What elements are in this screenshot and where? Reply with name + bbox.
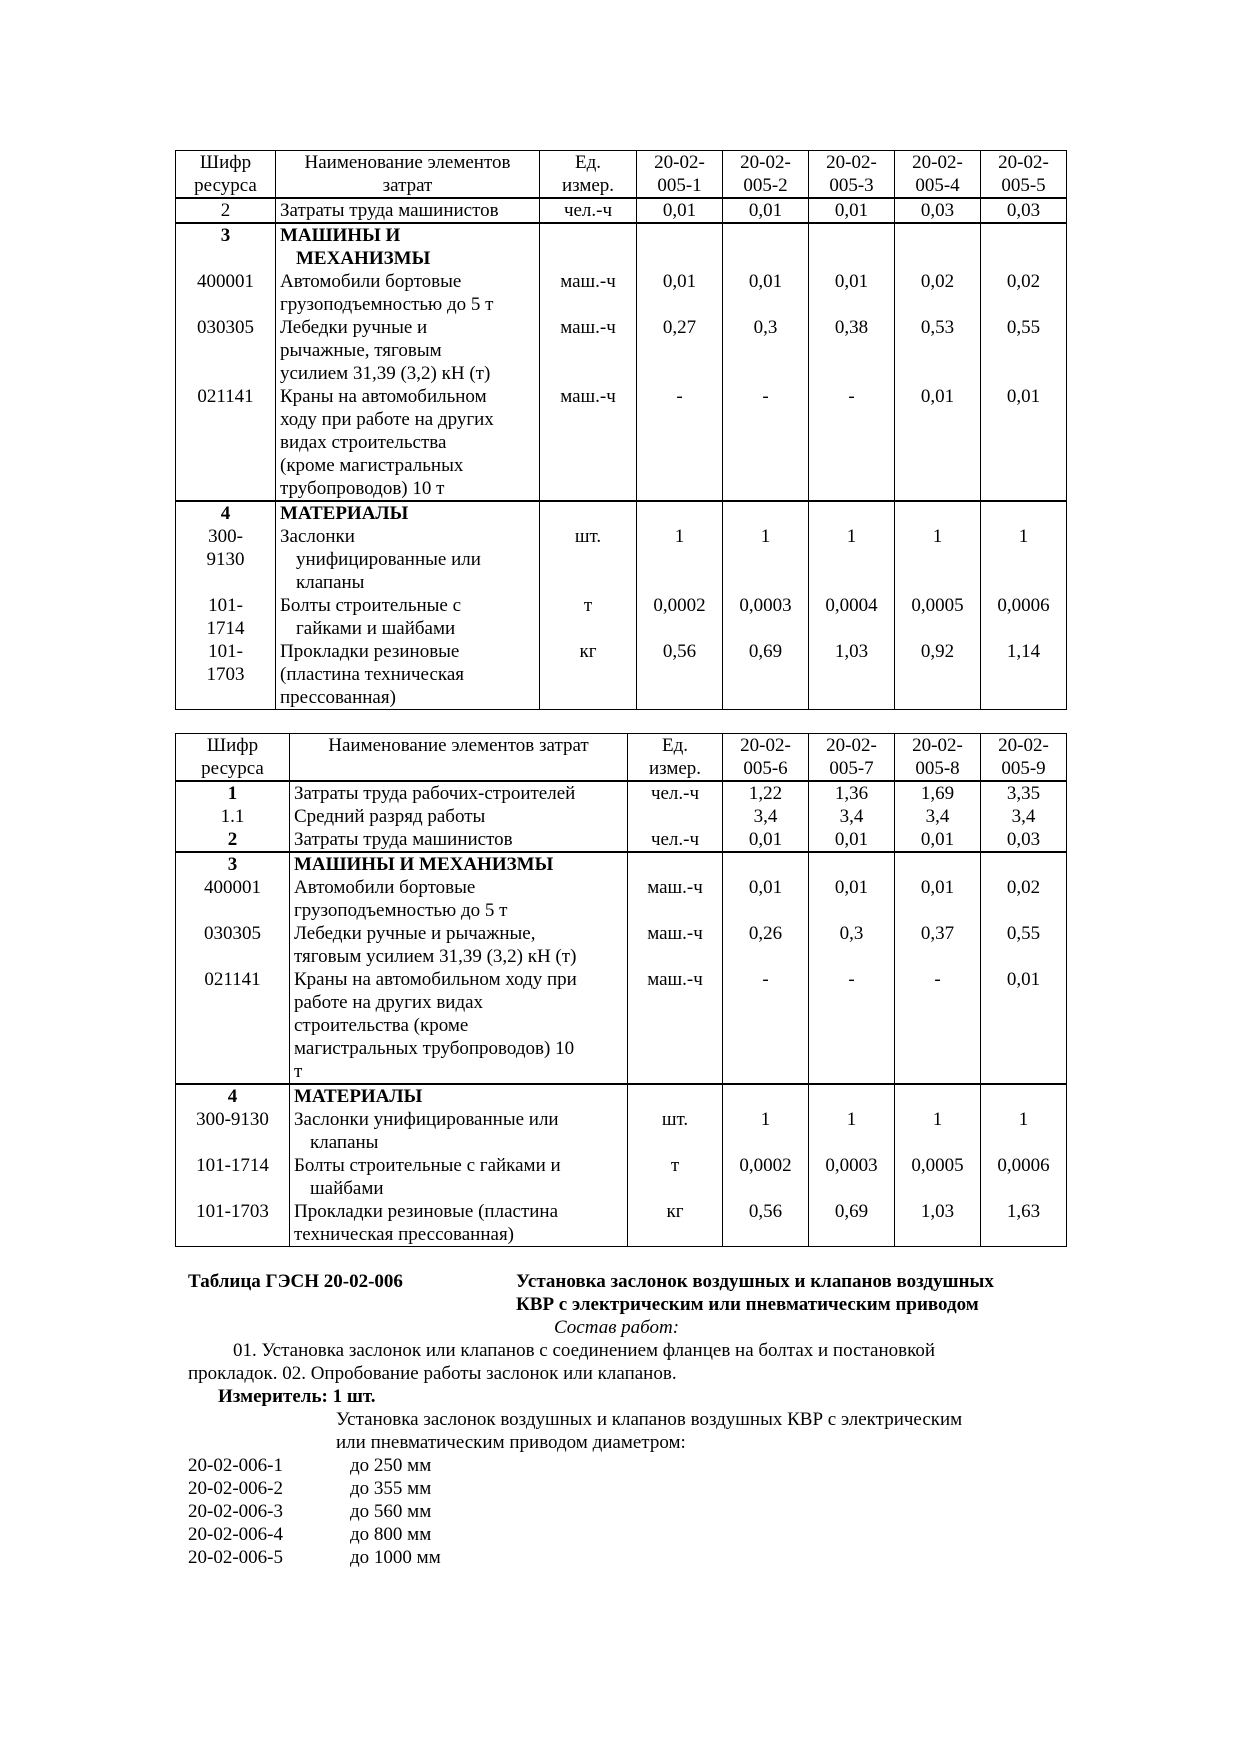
row-code: 030305 <box>197 317 254 338</box>
row-value: 1 <box>1018 1109 1029 1130</box>
header-code: Шифр ресурса <box>176 734 290 782</box>
row-value: 0,0003 <box>739 595 792 616</box>
row-value: 0,01 <box>809 198 895 223</box>
row-value: 0,02 <box>920 271 955 292</box>
header-unit: Ед. измер. <box>540 151 637 199</box>
row-name: Болты строительные с <box>280 595 462 616</box>
row-value: 1 <box>674 526 685 547</box>
row-value: 0,0005 <box>911 1155 964 1176</box>
row-name: тяговым усилием 31,39 (3,2) кН (т) <box>294 946 577 967</box>
item-text: до 800 мм <box>350 1524 432 1545</box>
row-code: 021141 <box>197 386 254 407</box>
row-unit: маш.-ч <box>647 877 703 898</box>
row-value: 0,38 <box>834 317 869 338</box>
row-value: 1,03 <box>834 641 869 662</box>
row-code: 2 <box>176 198 276 223</box>
row-code: 400001 <box>204 877 261 898</box>
header-code: Шифр ресурса <box>176 151 276 199</box>
row-code: 3 <box>227 854 238 875</box>
row-code: 101-1714 <box>196 1155 269 1176</box>
row-value: 0,53 <box>920 317 955 338</box>
row-value: - <box>762 386 769 407</box>
row-name: техническая прессованная) <box>294 1224 515 1245</box>
row-name: (пластина техническая <box>280 664 464 685</box>
row-name: рычажные, тяговым <box>280 340 442 361</box>
section-title: МАШИНЫ И МЕХАНИЗМЫ <box>294 854 554 875</box>
row-code: 101-1703 <box>196 1201 269 1222</box>
section-title: МАШИНЫ И <box>280 225 401 246</box>
row-unit: маш.-ч <box>560 271 616 292</box>
row-value: 0,01 <box>1006 969 1041 990</box>
row-value: 0,26 <box>748 923 783 944</box>
row-name: строительства (кроме <box>294 1015 469 1036</box>
row-code: 1703 <box>206 664 245 685</box>
row-value: 0,01 <box>748 877 783 898</box>
row-value: 0,3 <box>839 923 864 944</box>
row-code: 3 <box>220 225 231 246</box>
table-id: Таблица ГЭСН 20-02-006 <box>188 1271 403 1292</box>
row-unit: кг <box>579 641 597 662</box>
row-unit: т <box>583 595 593 616</box>
row-value: 3,35 <box>1006 783 1041 804</box>
row-code: 300- <box>208 526 243 547</box>
row-value: 1,22 <box>748 783 783 804</box>
row-value: 0,01 <box>920 877 955 898</box>
row-unit: кг <box>666 1201 684 1222</box>
row-value: 0,03 <box>1006 829 1041 850</box>
header-col-1: 20-02- 005-1 <box>637 151 723 199</box>
row-value: 1,63 <box>1006 1201 1041 1222</box>
measure-unit: Измеритель: 1 шт. <box>218 1386 376 1407</box>
row-value: 3,4 <box>753 806 778 827</box>
item-code: 20-02-006-5 <box>188 1547 283 1568</box>
row-value: 0,56 <box>748 1201 783 1222</box>
work-composition-line-1: 01. Установка заслонок или клапанов с соединением фланцев на болтах и постановкой <box>233 1340 936 1361</box>
row-name: Автомобили бортовые <box>294 877 476 898</box>
row-value: - <box>848 969 855 990</box>
row-code: 4 <box>220 503 231 524</box>
row-name: ходу при работе на других <box>280 409 494 430</box>
header-col-5: 20-02- 005-5 <box>981 151 1067 199</box>
row-code: 400001 <box>197 271 254 292</box>
row-value: 1 <box>846 1109 857 1130</box>
table-row-section-materials <box>176 501 1067 710</box>
row-value: 0,0002 <box>653 595 706 616</box>
row-code: 030305 <box>204 923 261 944</box>
table-row <box>176 198 1067 223</box>
row-value: 0,01 <box>723 198 809 223</box>
row-name: гайками и шайбами <box>296 618 456 639</box>
row-value: 0,0002 <box>739 1155 792 1176</box>
row-value: 1 <box>846 526 857 547</box>
header-col-9: 20-02- 005-9 <box>981 734 1067 782</box>
row-value: 1 <box>760 526 771 547</box>
row-value: - <box>848 386 855 407</box>
row-value: 0,01 <box>834 829 869 850</box>
row-name: грузоподъемностью до 5 т <box>294 900 508 921</box>
work-composition-line-2: прокладок. 02. Опробование работы заслонок или клапанов. <box>188 1363 677 1384</box>
row-value: 0,27 <box>662 317 697 338</box>
row-name: клапаны <box>296 572 365 593</box>
row-value: 1 <box>1018 526 1029 547</box>
row-value: 0,37 <box>920 923 955 944</box>
row-value: 0,02 <box>1006 271 1041 292</box>
row-value: - <box>676 386 683 407</box>
row-name: Болты строительные с гайками и <box>294 1155 561 1176</box>
row-code: 1 <box>227 783 238 804</box>
row-value: 0,01 <box>920 386 955 407</box>
row-unit: чел.-ч <box>650 829 700 850</box>
row-unit: маш.-ч <box>560 386 616 407</box>
row-name: прессованная) <box>280 687 396 708</box>
row-unit: шт. <box>574 526 602 547</box>
description-line-1: Установка заслонок воздушных и клапанов воздушных КВР с электрическим <box>336 1409 963 1430</box>
item-code: 20-02-006-2 <box>188 1478 283 1499</box>
resource-table-005-6-9 <box>175 733 1067 1247</box>
row-name: Заслонки <box>280 526 355 547</box>
row-value: 0,03 <box>895 198 981 223</box>
row-unit: маш.-ч <box>647 969 703 990</box>
row-name: Лебедки ручные и <box>280 317 428 338</box>
table-header-row <box>176 151 1067 199</box>
row-name: видах строительства <box>280 432 447 453</box>
row-value: 0,01 <box>748 271 783 292</box>
header-name: Наименование элементов затрат <box>276 151 540 199</box>
row-value: 1 <box>932 526 943 547</box>
header-col-8: 20-02- 005-8 <box>895 734 981 782</box>
row-unit: чел.-ч <box>540 198 637 223</box>
item-text: до 250 мм <box>350 1455 432 1476</box>
row-value: 1,03 <box>920 1201 955 1222</box>
row-value: 0,3 <box>753 317 778 338</box>
row-code: 021141 <box>204 969 261 990</box>
item-code: 20-02-006-4 <box>188 1524 283 1545</box>
header-col-2: 20-02- 005-2 <box>723 151 809 199</box>
row-code: 9130 <box>206 549 245 570</box>
row-value: 0,0006 <box>997 595 1050 616</box>
row-name: работе на других видах <box>294 992 484 1013</box>
row-name: усилием 31,39 (3,2) кН (т) <box>280 363 491 384</box>
row-value: 0,01 <box>1006 386 1041 407</box>
header-unit: Ед. измер. <box>628 734 723 782</box>
row-value: 3,4 <box>1011 806 1036 827</box>
row-value: 0,01 <box>662 271 697 292</box>
table-row-section-materials <box>176 1084 1067 1247</box>
row-unit: маш.-ч <box>560 317 616 338</box>
section-title-line-2: КВР с электрическим или пневматическим приводом <box>516 1294 979 1315</box>
row-name: (кроме магистральных <box>280 455 464 476</box>
row-value: 1,14 <box>1006 641 1041 662</box>
row-value: 0,01 <box>834 877 869 898</box>
row-name: шайбами <box>310 1178 384 1199</box>
row-name: Прокладки резиновые <box>280 641 460 662</box>
table-row-labor <box>176 781 1067 852</box>
row-value: 1,36 <box>834 783 869 804</box>
item-text: до 560 мм <box>350 1501 432 1522</box>
item-code: 20-02-006-1 <box>188 1455 283 1476</box>
row-code: 4 <box>227 1086 238 1107</box>
row-value: 0,01 <box>748 829 783 850</box>
row-name: Заслонки унифицированные или <box>294 1109 559 1130</box>
header-col-6: 20-02- 005-6 <box>723 734 809 782</box>
row-code: 1.1 <box>220 806 245 827</box>
row-unit: маш.-ч <box>647 923 703 944</box>
row-value: 0,01 <box>920 829 955 850</box>
table-row-section-machines <box>176 223 1067 501</box>
row-unit: т <box>670 1155 680 1176</box>
row-name: унифицированные или <box>296 549 481 570</box>
row-unit: шт. <box>661 1109 689 1130</box>
row-value: 3,4 <box>925 806 950 827</box>
header-col-4: 20-02- 005-4 <box>895 151 981 199</box>
row-name: клапаны <box>310 1132 379 1153</box>
row-name: Краны на автомобильном <box>280 386 487 407</box>
row-name: Средний разряд работы <box>294 806 486 827</box>
row-name: грузоподъемностью до 5 т <box>280 294 494 315</box>
row-value: 0,69 <box>834 1201 869 1222</box>
row-name: Прокладки резиновые (пластина <box>294 1201 559 1222</box>
row-value: 1 <box>932 1109 943 1130</box>
row-name: Краны на автомобильном ходу при <box>294 969 577 990</box>
row-value: 0,69 <box>748 641 783 662</box>
section-title-line-1: Установка заслонок воздушных и клапанов воздушных <box>516 1271 994 1292</box>
header-col-7: 20-02- 005-7 <box>809 734 895 782</box>
row-name: Лебедки ручные и рычажные, <box>294 923 536 944</box>
section-title: МАТЕРИАЛЫ <box>294 1086 423 1107</box>
row-value: 0,0003 <box>825 1155 878 1176</box>
row-name: магистральных трубопроводов) 10 <box>294 1038 575 1059</box>
row-code: 2 <box>227 829 238 850</box>
row-name: т <box>294 1061 303 1082</box>
row-value: 0,55 <box>1006 923 1041 944</box>
row-unit: чел.-ч <box>650 783 700 804</box>
row-value: 0,01 <box>834 271 869 292</box>
table-header-row <box>176 734 1067 782</box>
section-title: МАТЕРИАЛЫ <box>280 503 409 524</box>
row-value: 0,01 <box>637 198 723 223</box>
row-value: - <box>762 969 769 990</box>
row-value: - <box>934 969 941 990</box>
section-title: МЕХАНИЗМЫ <box>296 248 431 269</box>
row-value: 0,0004 <box>825 595 878 616</box>
row-name: Затраты труда рабочих-строителей <box>294 783 576 804</box>
table-row-section-machines <box>176 852 1067 1084</box>
row-name: трубопроводов) 10 т <box>280 478 445 499</box>
item-text: до 355 мм <box>350 1478 432 1499</box>
row-value: 0,55 <box>1006 317 1041 338</box>
row-value: 1,69 <box>920 783 955 804</box>
row-name: Затраты труда машинистов <box>276 198 540 223</box>
item-code: 20-02-006-3 <box>188 1501 283 1522</box>
description-line-2: или пневматическим приводом диаметром: <box>336 1432 686 1453</box>
row-code: 101- <box>208 641 243 662</box>
row-value: 1 <box>760 1109 771 1130</box>
header-col-3: 20-02- 005-3 <box>809 151 895 199</box>
row-value: 0,02 <box>1006 877 1041 898</box>
row-value: 0,92 <box>920 641 955 662</box>
item-text: до 1000 мм <box>350 1547 441 1568</box>
row-value: 0,0006 <box>997 1155 1050 1176</box>
row-value: 0,03 <box>981 198 1067 223</box>
row-name: Автомобили бортовые <box>280 271 462 292</box>
header-name: Наименование элементов затрат <box>290 734 628 782</box>
resource-table-005-1-5 <box>175 150 1067 710</box>
row-value: 0,56 <box>662 641 697 662</box>
row-code: 1714 <box>206 618 245 639</box>
row-name: Затраты труда машинистов <box>294 829 513 850</box>
row-value: 0,0005 <box>911 595 964 616</box>
row-code: 300-9130 <box>196 1109 269 1130</box>
work-composition-heading: Состав работ: <box>554 1317 680 1338</box>
row-code: 101- <box>208 595 243 616</box>
row-value: 3,4 <box>839 806 864 827</box>
